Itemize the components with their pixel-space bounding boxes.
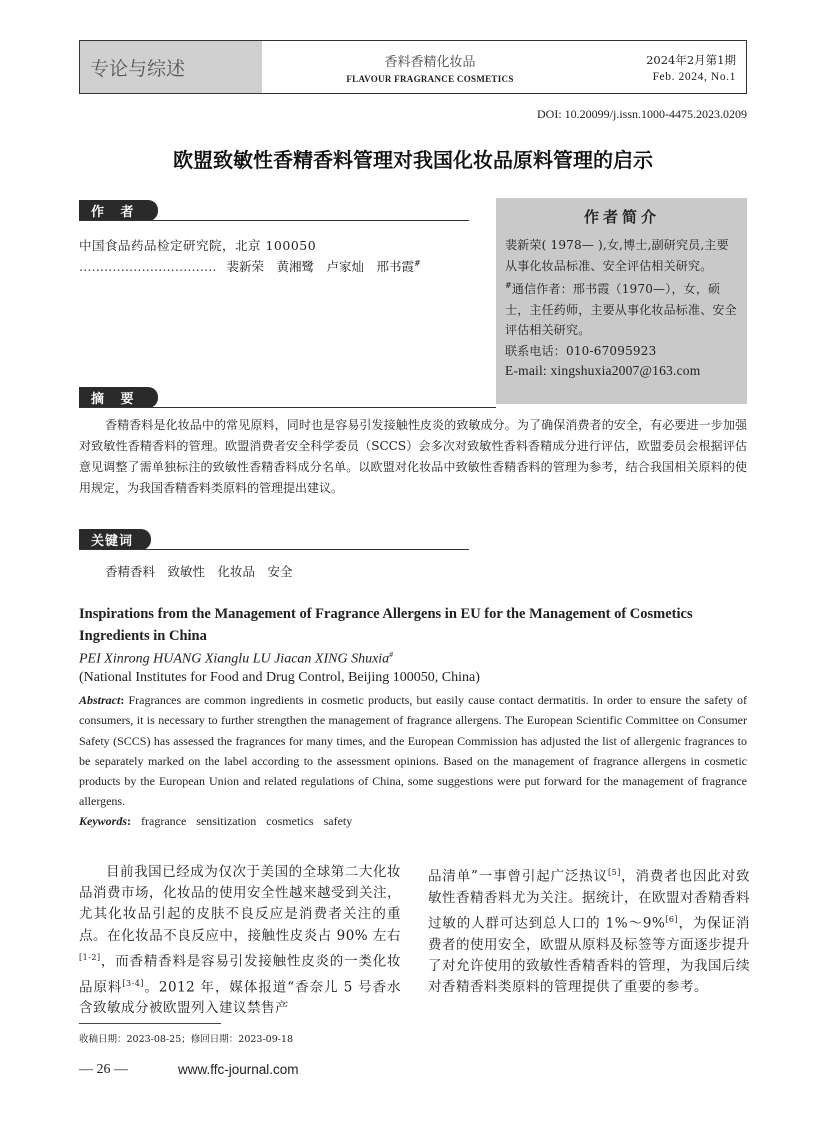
authors-label-row (79, 200, 469, 221)
issue-cn: 2024年2月第1期 (646, 53, 736, 67)
leader-dots: …………………………… (79, 259, 217, 274)
citation: [1-2] (79, 952, 101, 962)
authors-label: 作 者 (79, 200, 158, 221)
body-text: 品清单”一事曾引起广泛热议 (428, 868, 608, 885)
abstract-rule (79, 407, 496, 408)
abstract-en-label: Abstract (79, 693, 121, 707)
bio-email: E-mail: xingshuxia2007@163.com (505, 363, 701, 378)
doi: DOI: 10.20099/j.issn.1000-4475.2023.0209 (537, 107, 747, 121)
author-names-en: PEI Xinrong HUANG Xianglu LU Jiacan XING Shuxia (79, 651, 390, 667)
paper-title-cn: 欧盟致敏性香精香料管理对我国化妆品原料管理的启示 (173, 148, 653, 172)
journal-name-cn: 香料香精化妆品 (384, 55, 476, 70)
citation: [6] (665, 914, 679, 924)
abstract-cn: 香精香料是化妆品中的常见原料，同时也是容易引发接触性皮炎的致敏成分。为了确保消费者的安全，有必要进一步加强对致敏性香精香料的管理。欧盟消费者安全科学委员（SCCS）会多次对致敏性香料香精成分进行评估，欧盟委员会根据评估意见调整了需单独标注的致敏性香精香料成分名单。以欧盟对化妆品中致敏性香精香料的管理为参考，结合我国相关原料的使用规定，为我国香精香料类原料的管理提出建议。 (79, 418, 747, 495)
abstract-en-text: Fragrances are common ingredients in cosmetic products, but easily cause contact dermatitis. In order to ensure the safety of consumers, it is necessary to further strengthen the management of fragrance allergens. The European Scientific Committee on Consumer Safety (SCCS) has assessed the fragrances for many times, and the European Commission has adjusted the list of allergenic fragrances to be separately marked on the label according to the assessment opinions. Based on the management of fragrance allergens in cosmetic products by the European Union and related regulations of China, some suggestions were put forward for the management of fragrance allergens. (79, 693, 748, 809)
keywords-en-text: fragrance sensitization cosmetics safety (141, 814, 353, 828)
keywords-en-label: Keywords (79, 814, 127, 828)
body-column-right (428, 862, 750, 998)
body-text: ，消费者也因此对致敏性香精香料尤为关注。据统计，在欧盟对香精香料过敏的人群可达到总人口的 1%～9% (428, 868, 750, 932)
bio-corresponding: 通信作者：邢书霞（1970—），女，硕士，主任药师，主要从事化妆品标准、安全评估相关研究。 (505, 282, 737, 337)
section-tag: 专论与综述 (80, 41, 262, 93)
keywords-cn: 香精香料 致敏性 化妆品 安全 (105, 564, 293, 579)
body-column-left (79, 862, 401, 1019)
bio-line-1: 裴新荣( 1978— ),女,博士,副研究员,主要从事化妆品标准、安全评估相关研究。 (505, 238, 729, 273)
journal-name-en: FLAVOUR FRAGRANCE COSMETICS (346, 74, 514, 84)
abstract-label: 摘 要 (79, 387, 158, 408)
authors-line (79, 257, 469, 275)
authors-rule (79, 220, 469, 221)
received-dates: 收稿日期：2023-08-25；修回日期：2023-09-18 (79, 1034, 294, 1045)
authors-en-mark: # (389, 650, 394, 659)
body-text: ，为保证消费者的使用安全，欧盟从原料及标签等方面逐步提升了对允许使用的致敏性香精香料的管理，为我国后续对香精香料类原料的管理提供了重要的参考。 (428, 915, 751, 996)
page-number: — 26 — (79, 1062, 128, 1077)
citation: [3-4] (122, 978, 144, 988)
bio-line-2 (505, 276, 739, 341)
keywords-rule (79, 549, 469, 550)
body-text: ，而香精香料是容易引发接触性皮炎的一类化妆品原料 (79, 953, 401, 996)
body-text: 目前我国已经成为仅次于美国的全球第二大化妆品消费市场，化妆品的使用安全性越来越受到关注，尤其化妆品引起的皮肤不良反应是消费者关注的重点。在化妆品不良反应中，接触性皮炎占 90% 左右 (79, 864, 401, 944)
author-bio-box (496, 198, 747, 404)
keywords-label-row (79, 529, 469, 550)
issue-en: Feb. 2024, No.1 (652, 71, 736, 83)
corresponding-mark: # (414, 258, 421, 268)
citation: [5] (607, 868, 621, 877)
keywords-label: 关键词 (79, 529, 151, 550)
body-text: 。2012 年，媒体报道“香奈儿 5 号香水含致敏成分被欧盟列入建议禁售产 (79, 979, 401, 1017)
bio-corresponding-mark: # (505, 281, 512, 290)
footnote-rule (79, 1023, 221, 1024)
abstract-en: Abstract: Fragrances are common ingredients in cosmetic products, but easily cause contact dermatitis. In order to ensure the safety of consumers, it is necessary to further strengthen the management of fragrance allergens. The European Scientific Committee on Consumer Safety (SCCS) has assessed the fragrances for many times, and the European Commission has adjusted the list of allergenic fragrances to be separately marked on the label according to the assessment opinions. Based on the management of fragrance allergens in cosmetic products by the European Union and related regulations of China, some suggestions were put forward for the management of fragrance allergens. (79, 693, 748, 809)
affiliation-en: (National Institutes for Food and Drug Control, Beijing 100050, China) (79, 670, 480, 685)
journal-header (79, 40, 747, 94)
authors-en (79, 650, 393, 668)
abstract-label-row (79, 387, 496, 408)
keywords-en: Keywords: fragrance sensitization cosmetics safety (79, 814, 353, 828)
author-names-cn: 裴新荣 黄湘鹭 卢家灿 邢书霞 (226, 259, 414, 274)
paper-title-en: Inspirations from the Management of Fragrance Allergens in EU for the Management of Cosmetics Ingredients in China (79, 606, 693, 644)
bio-title: 作者简介 (583, 208, 660, 226)
bio-phone: 联系电话：010-67095923 (505, 343, 657, 358)
affiliation-cn: 中国食品药品检定研究院，北京 100050 (79, 238, 317, 253)
journal-website: www.ffc-journal.com (178, 1062, 299, 1077)
